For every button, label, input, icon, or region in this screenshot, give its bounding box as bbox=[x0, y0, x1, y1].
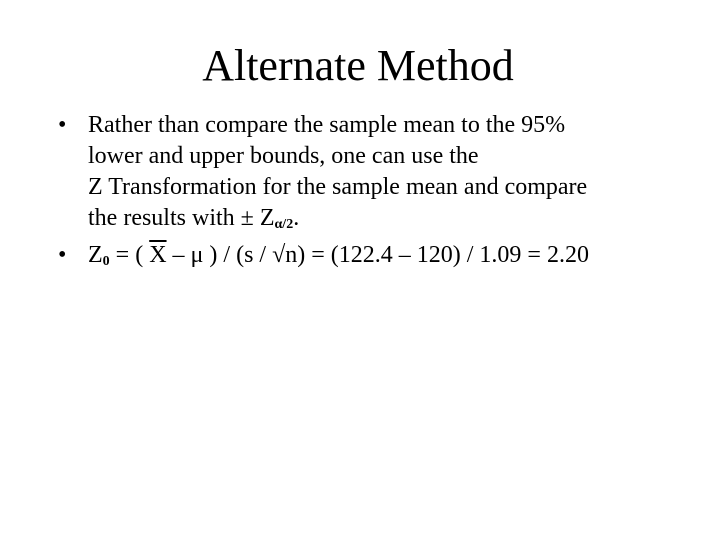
bullet-text-line: Z Transformation for the sample mean and compare bbox=[88, 174, 588, 200]
sentence-end: . bbox=[293, 205, 300, 231]
bullet-text: the results with ± Z bbox=[88, 205, 275, 231]
slide-title: Alternate Method bbox=[202, 41, 514, 90]
formula-part: = ( bbox=[109, 242, 150, 268]
formula-part: – μ ) / (s / √n) = (122.4 – 120) / 1.09 = 2.20 bbox=[166, 242, 589, 268]
z-formula bbox=[88, 240, 698, 277]
bullet-item-z-formula bbox=[58, 240, 698, 277]
bullet-icon: • bbox=[58, 242, 67, 268]
bullet-list bbox=[58, 110, 698, 277]
bullet-text-line bbox=[88, 203, 698, 240]
bullet-item-alternate-method bbox=[58, 110, 698, 240]
bullet-text-line: lower and upper bounds, one can use the bbox=[88, 143, 479, 169]
z-subscript: 0 bbox=[102, 254, 110, 269]
sample-mean-xbar: $\overline{X}$ bbox=[149, 242, 167, 268]
bullet-text-line: Rather than compare the sample mean to the 95% bbox=[88, 112, 566, 138]
z-symbol: Z bbox=[88, 242, 103, 268]
bullet-icon: • bbox=[58, 112, 67, 138]
alpha-half-subscript: α/2 bbox=[274, 217, 294, 232]
